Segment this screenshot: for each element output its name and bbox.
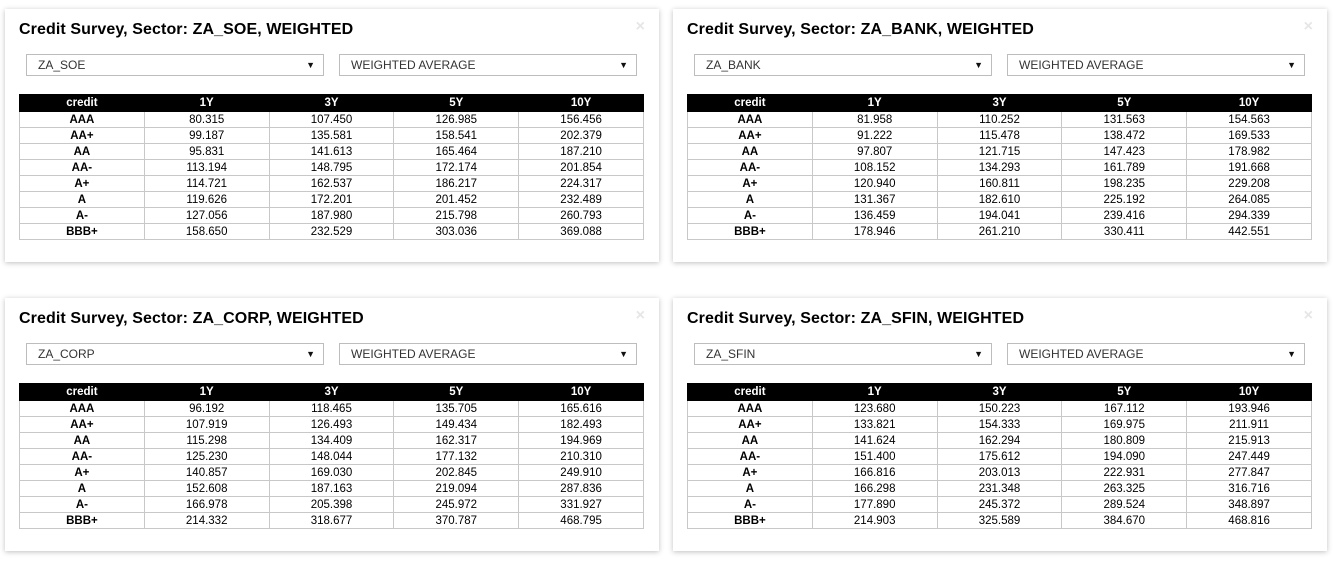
column-header: 3Y <box>937 384 1062 401</box>
value-cell: 119.626 <box>144 192 269 208</box>
method-select-value: WEIGHTED AVERAGE <box>351 347 476 361</box>
method-select-value: WEIGHTED AVERAGE <box>1019 347 1144 361</box>
method-select-value: WEIGHTED AVERAGE <box>1019 58 1144 72</box>
value-cell: 318.677 <box>269 513 394 529</box>
table-row <box>20 208 644 224</box>
value-cell: 370.787 <box>394 513 519 529</box>
table-header-row <box>20 95 644 112</box>
column-header: 1Y <box>144 95 269 112</box>
column-header: credit <box>688 384 813 401</box>
value-cell: 148.795 <box>269 160 394 176</box>
value-cell: 294.339 <box>1187 208 1312 224</box>
table-row <box>20 112 644 128</box>
credit-table <box>19 94 644 240</box>
value-cell: 468.795 <box>519 513 644 529</box>
value-cell: 225.192 <box>1062 192 1187 208</box>
table-row <box>20 481 644 497</box>
value-cell: 99.187 <box>144 128 269 144</box>
close-icon[interactable]: × <box>1303 307 1313 324</box>
method-select[interactable] <box>339 343 637 365</box>
value-cell: 214.332 <box>144 513 269 529</box>
value-cell: 96.192 <box>144 401 269 417</box>
value-cell: 141.624 <box>812 433 937 449</box>
sector-select-value: ZA_BANK <box>706 58 761 72</box>
value-cell: 203.013 <box>937 465 1062 481</box>
value-cell: 151.400 <box>812 449 937 465</box>
column-header: credit <box>20 95 145 112</box>
value-cell: 277.847 <box>1187 465 1312 481</box>
value-cell: 110.252 <box>937 112 1062 128</box>
rating-cell: AA <box>20 144 145 160</box>
value-cell: 165.464 <box>394 144 519 160</box>
credit-survey-panel <box>5 9 659 262</box>
value-cell: 169.975 <box>1062 417 1187 433</box>
table-row <box>20 449 644 465</box>
table-row <box>20 513 644 529</box>
value-cell: 91.222 <box>812 128 937 144</box>
value-cell: 123.680 <box>812 401 937 417</box>
value-cell: 194.969 <box>519 433 644 449</box>
rating-cell: AA+ <box>20 128 145 144</box>
value-cell: 169.533 <box>1187 128 1312 144</box>
value-cell: 261.210 <box>937 224 1062 240</box>
value-cell: 191.668 <box>1187 160 1312 176</box>
column-header: 5Y <box>1062 384 1187 401</box>
table-row <box>20 433 644 449</box>
panel-title: Credit Survey, Sector: ZA_SOE, WEIGHTED <box>19 21 354 38</box>
rating-cell: AA+ <box>688 417 813 433</box>
value-cell: 442.551 <box>1187 224 1312 240</box>
value-cell: 160.811 <box>937 176 1062 192</box>
value-cell: 80.315 <box>144 112 269 128</box>
value-cell: 135.705 <box>394 401 519 417</box>
value-cell: 222.931 <box>1062 465 1187 481</box>
chevron-down-icon: ▼ <box>306 60 315 70</box>
value-cell: 182.493 <box>519 417 644 433</box>
method-select[interactable] <box>339 54 637 76</box>
value-cell: 194.090 <box>1062 449 1187 465</box>
value-cell: 167.112 <box>1062 401 1187 417</box>
value-cell: 198.235 <box>1062 176 1187 192</box>
close-icon[interactable]: × <box>635 18 645 35</box>
value-cell: 348.897 <box>1187 497 1312 513</box>
value-cell: 115.298 <box>144 433 269 449</box>
value-cell: 239.416 <box>1062 208 1187 224</box>
sector-select[interactable] <box>26 54 324 76</box>
table-row <box>20 176 644 192</box>
column-header: 5Y <box>1062 95 1187 112</box>
value-cell: 154.333 <box>937 417 1062 433</box>
value-cell: 169.030 <box>269 465 394 481</box>
value-cell: 108.152 <box>812 160 937 176</box>
table-row <box>688 449 1312 465</box>
credit-table <box>687 94 1312 240</box>
value-cell: 260.793 <box>519 208 644 224</box>
value-cell: 158.650 <box>144 224 269 240</box>
credit-survey-panel <box>673 298 1327 551</box>
table-body <box>20 112 644 240</box>
value-cell: 194.041 <box>937 208 1062 224</box>
value-cell: 150.223 <box>937 401 1062 417</box>
value-cell: 152.608 <box>144 481 269 497</box>
rating-cell: AAA <box>20 401 145 417</box>
table-body <box>20 401 644 529</box>
value-cell: 120.940 <box>812 176 937 192</box>
rating-cell: AA <box>20 433 145 449</box>
column-header: 1Y <box>144 384 269 401</box>
value-cell: 202.379 <box>519 128 644 144</box>
table-row <box>688 128 1312 144</box>
table-row <box>688 144 1312 160</box>
table-row <box>20 128 644 144</box>
rating-cell: AA <box>688 144 813 160</box>
value-cell: 205.398 <box>269 497 394 513</box>
chevron-down-icon: ▼ <box>619 60 628 70</box>
value-cell: 177.890 <box>812 497 937 513</box>
table-row <box>688 417 1312 433</box>
method-select-value: WEIGHTED AVERAGE <box>351 58 476 72</box>
value-cell: 331.927 <box>519 497 644 513</box>
table-row <box>20 417 644 433</box>
value-cell: 187.163 <box>269 481 394 497</box>
value-cell: 107.919 <box>144 417 269 433</box>
value-cell: 97.807 <box>812 144 937 160</box>
value-cell: 162.317 <box>394 433 519 449</box>
value-cell: 369.088 <box>519 224 644 240</box>
value-cell: 215.798 <box>394 208 519 224</box>
value-cell: 187.980 <box>269 208 394 224</box>
rating-cell: A+ <box>688 176 813 192</box>
value-cell: 215.913 <box>1187 433 1312 449</box>
table-row <box>20 192 644 208</box>
table-row <box>688 401 1312 417</box>
value-cell: 134.293 <box>937 160 1062 176</box>
value-cell: 182.610 <box>937 192 1062 208</box>
value-cell: 166.978 <box>144 497 269 513</box>
value-cell: 136.459 <box>812 208 937 224</box>
value-cell: 249.910 <box>519 465 644 481</box>
value-cell: 214.903 <box>812 513 937 529</box>
sector-select[interactable] <box>694 343 992 365</box>
table-row <box>688 465 1312 481</box>
chevron-down-icon: ▼ <box>619 349 628 359</box>
sector-select-value: ZA_SOE <box>38 58 86 72</box>
table-row <box>688 513 1312 529</box>
value-cell: 154.563 <box>1187 112 1312 128</box>
table-row <box>688 192 1312 208</box>
value-cell: 468.816 <box>1187 513 1312 529</box>
credit-survey-panel <box>673 9 1327 262</box>
value-cell: 133.821 <box>812 417 937 433</box>
value-cell: 287.836 <box>519 481 644 497</box>
value-cell: 210.310 <box>519 449 644 465</box>
value-cell: 193.946 <box>1187 401 1312 417</box>
value-cell: 118.465 <box>269 401 394 417</box>
rating-cell: AA <box>688 433 813 449</box>
rating-cell: BBB+ <box>20 513 145 529</box>
value-cell: 162.294 <box>937 433 1062 449</box>
rating-cell: AAA <box>688 112 813 128</box>
value-cell: 134.409 <box>269 433 394 449</box>
value-cell: 178.982 <box>1187 144 1312 160</box>
value-cell: 316.716 <box>1187 481 1312 497</box>
value-cell: 178.946 <box>812 224 937 240</box>
table-row <box>688 176 1312 192</box>
value-cell: 303.036 <box>394 224 519 240</box>
rating-cell: BBB+ <box>20 224 145 240</box>
rating-cell: AA- <box>20 449 145 465</box>
value-cell: 166.298 <box>812 481 937 497</box>
table-row <box>688 208 1312 224</box>
close-icon[interactable]: × <box>635 307 645 324</box>
table-body <box>688 401 1312 529</box>
rating-cell: A <box>20 192 145 208</box>
table-row <box>688 481 1312 497</box>
method-select[interactable] <box>1007 54 1305 76</box>
value-cell: 81.958 <box>812 112 937 128</box>
value-cell: 126.493 <box>269 417 394 433</box>
value-cell: 232.489 <box>519 192 644 208</box>
column-header: 3Y <box>937 95 1062 112</box>
value-cell: 263.325 <box>1062 481 1187 497</box>
rating-cell: A+ <box>20 176 145 192</box>
rating-cell: AAA <box>688 401 813 417</box>
column-header: 3Y <box>269 95 394 112</box>
value-cell: 384.670 <box>1062 513 1187 529</box>
value-cell: 187.210 <box>519 144 644 160</box>
table-row <box>20 224 644 240</box>
value-cell: 115.478 <box>937 128 1062 144</box>
credit-survey-panel <box>5 298 659 551</box>
rating-cell: A- <box>20 208 145 224</box>
value-cell: 201.854 <box>519 160 644 176</box>
table-row <box>688 224 1312 240</box>
sector-select-value: ZA_CORP <box>38 347 95 361</box>
panel-title: Credit Survey, Sector: ZA_BANK, WEIGHTED <box>687 21 1034 38</box>
rating-cell: A+ <box>688 465 813 481</box>
value-cell: 219.094 <box>394 481 519 497</box>
rating-cell: BBB+ <box>688 513 813 529</box>
table-row <box>20 401 644 417</box>
value-cell: 325.589 <box>937 513 1062 529</box>
rating-cell: AA- <box>688 160 813 176</box>
value-cell: 131.563 <box>1062 112 1187 128</box>
value-cell: 172.174 <box>394 160 519 176</box>
chevron-down-icon: ▼ <box>306 349 315 359</box>
table-row <box>20 160 644 176</box>
rating-cell: AA+ <box>20 417 145 433</box>
value-cell: 264.085 <box>1187 192 1312 208</box>
panel-title: Credit Survey, Sector: ZA_CORP, WEIGHTED <box>19 310 364 327</box>
credit-table <box>19 383 644 529</box>
value-cell: 126.985 <box>394 112 519 128</box>
value-cell: 180.809 <box>1062 433 1187 449</box>
table-header-row <box>688 95 1312 112</box>
value-cell: 161.789 <box>1062 160 1187 176</box>
value-cell: 147.423 <box>1062 144 1187 160</box>
value-cell: 148.044 <box>269 449 394 465</box>
rating-cell: A+ <box>20 465 145 481</box>
sector-select[interactable] <box>694 54 992 76</box>
rating-cell: AA+ <box>688 128 813 144</box>
value-cell: 158.541 <box>394 128 519 144</box>
value-cell: 231.348 <box>937 481 1062 497</box>
rating-cell: A <box>20 481 145 497</box>
value-cell: 245.372 <box>937 497 1062 513</box>
value-cell: 127.056 <box>144 208 269 224</box>
value-cell: 162.537 <box>269 176 394 192</box>
value-cell: 165.616 <box>519 401 644 417</box>
value-cell: 245.972 <box>394 497 519 513</box>
table-row <box>688 433 1312 449</box>
sector-select-value: ZA_SFIN <box>706 347 756 361</box>
table-row <box>688 112 1312 128</box>
value-cell: 166.816 <box>812 465 937 481</box>
rating-cell: A- <box>688 497 813 513</box>
rating-cell: AA- <box>20 160 145 176</box>
value-cell: 201.452 <box>394 192 519 208</box>
value-cell: 141.613 <box>269 144 394 160</box>
value-cell: 125.230 <box>144 449 269 465</box>
rating-cell: A- <box>20 497 145 513</box>
table-row <box>688 497 1312 513</box>
value-cell: 224.317 <box>519 176 644 192</box>
table-row <box>20 497 644 513</box>
column-header: 10Y <box>1187 95 1312 112</box>
close-icon[interactable]: × <box>1303 18 1313 35</box>
value-cell: 131.367 <box>812 192 937 208</box>
sector-select[interactable] <box>26 343 324 365</box>
value-cell: 330.411 <box>1062 224 1187 240</box>
column-header: 5Y <box>394 384 519 401</box>
chevron-down-icon: ▼ <box>974 349 983 359</box>
chevron-down-icon: ▼ <box>974 60 983 70</box>
rating-cell: A- <box>688 208 813 224</box>
value-cell: 232.529 <box>269 224 394 240</box>
value-cell: 138.472 <box>1062 128 1187 144</box>
column-header: credit <box>688 95 813 112</box>
rating-cell: BBB+ <box>688 224 813 240</box>
credit-table <box>687 383 1312 529</box>
value-cell: 211.911 <box>1187 417 1312 433</box>
value-cell: 95.831 <box>144 144 269 160</box>
value-cell: 202.845 <box>394 465 519 481</box>
column-header: 10Y <box>519 95 644 112</box>
value-cell: 140.857 <box>144 465 269 481</box>
value-cell: 186.217 <box>394 176 519 192</box>
column-header: 5Y <box>394 95 519 112</box>
method-select[interactable] <box>1007 343 1305 365</box>
value-cell: 172.201 <box>269 192 394 208</box>
value-cell: 175.612 <box>937 449 1062 465</box>
column-header: 10Y <box>1187 384 1312 401</box>
column-header: credit <box>20 384 145 401</box>
rating-cell: A <box>688 481 813 497</box>
table-row <box>688 160 1312 176</box>
rating-cell: A <box>688 192 813 208</box>
value-cell: 229.208 <box>1187 176 1312 192</box>
value-cell: 121.715 <box>937 144 1062 160</box>
column-header: 10Y <box>519 384 644 401</box>
rating-cell: AAA <box>20 112 145 128</box>
column-header: 1Y <box>812 95 937 112</box>
table-header-row <box>20 384 644 401</box>
value-cell: 247.449 <box>1187 449 1312 465</box>
value-cell: 107.450 <box>269 112 394 128</box>
value-cell: 113.194 <box>144 160 269 176</box>
chevron-down-icon: ▼ <box>1287 349 1296 359</box>
value-cell: 156.456 <box>519 112 644 128</box>
value-cell: 149.434 <box>394 417 519 433</box>
value-cell: 114.721 <box>144 176 269 192</box>
table-header-row <box>688 384 1312 401</box>
chevron-down-icon: ▼ <box>1287 60 1296 70</box>
value-cell: 289.524 <box>1062 497 1187 513</box>
table-row <box>20 465 644 481</box>
column-header: 3Y <box>269 384 394 401</box>
value-cell: 177.132 <box>394 449 519 465</box>
value-cell: 135.581 <box>269 128 394 144</box>
rating-cell: AA- <box>688 449 813 465</box>
table-body <box>688 112 1312 240</box>
table-row <box>20 144 644 160</box>
column-header: 1Y <box>812 384 937 401</box>
panel-title: Credit Survey, Sector: ZA_SFIN, WEIGHTED <box>687 310 1025 327</box>
